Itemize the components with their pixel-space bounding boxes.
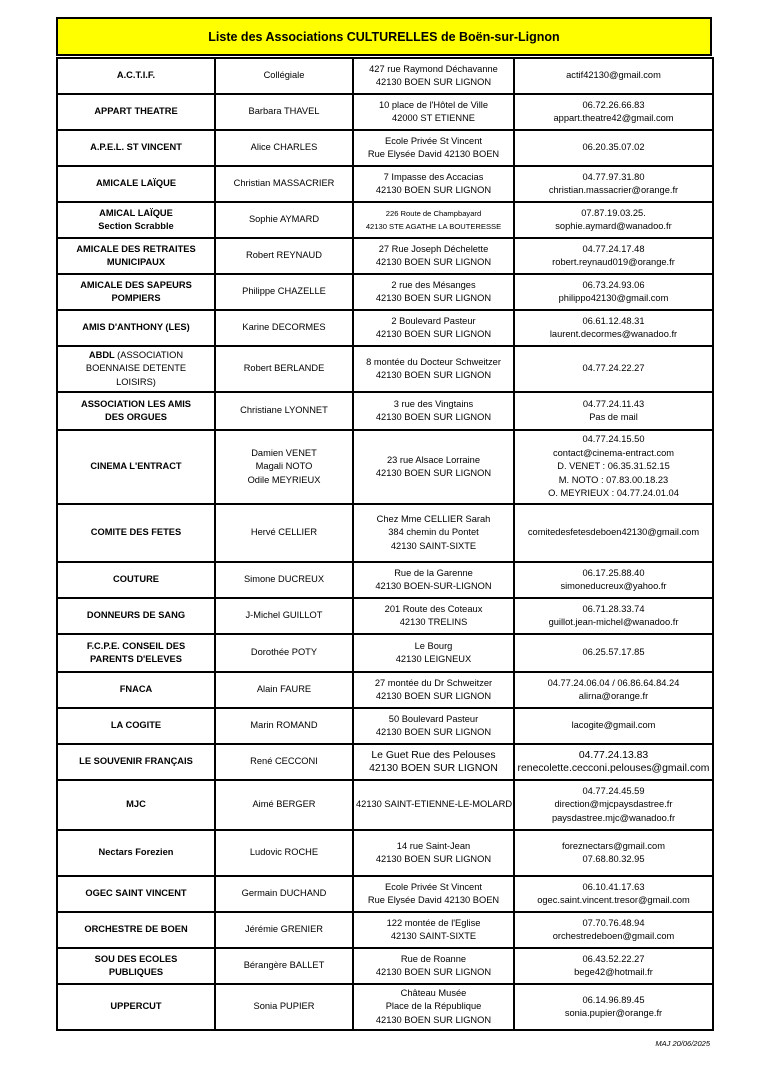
address bbox=[353, 780, 514, 830]
contact-person-line: Jérémie GRENIER bbox=[244, 924, 323, 935]
address bbox=[353, 562, 514, 598]
association-name-line: FNACA bbox=[119, 684, 153, 695]
contact-person bbox=[215, 166, 353, 202]
address-line: Ecole Privée St Vincent bbox=[385, 881, 482, 892]
contact-info-line: alirna@orange.fr bbox=[578, 691, 649, 701]
address bbox=[353, 634, 514, 672]
contact-info bbox=[514, 166, 713, 202]
association-name-line: DES ORGUES bbox=[105, 412, 167, 422]
address-line: 8 montée du Docteur Schweitzer bbox=[366, 356, 501, 367]
address bbox=[353, 202, 514, 238]
address-line: 42130 SAINT-SIXTE bbox=[390, 931, 477, 941]
contact-info-line: 06.17.25.88.40 bbox=[582, 567, 645, 578]
address bbox=[353, 310, 514, 346]
contact-person-line: Christian MASSACRIER bbox=[233, 178, 335, 189]
address-line: 42130 BOEN SUR LIGNON bbox=[375, 854, 492, 864]
association-name-line: ASSOCIATION LES AMIS bbox=[80, 398, 192, 409]
association-name-line: COUTURE bbox=[113, 574, 159, 585]
contact-person bbox=[215, 634, 353, 672]
contact-person-line: Robert BERLANDE bbox=[243, 363, 325, 374]
contact-person bbox=[215, 310, 353, 346]
contact-info bbox=[514, 598, 713, 634]
contact-info-line: 04.77.24.45.59 bbox=[582, 785, 645, 796]
contact-person-line: Collégiale bbox=[263, 70, 305, 81]
association-name bbox=[57, 634, 215, 672]
contact-info-line: 06.43.52.22.27 bbox=[582, 953, 645, 964]
association-name-line: AMICAL LAÏQUE bbox=[99, 207, 173, 218]
contact-info bbox=[514, 948, 713, 984]
document-title: Liste des Associations CULTURELLES de Boën-sur-Lignon bbox=[56, 17, 712, 56]
association-name bbox=[57, 562, 215, 598]
association-name bbox=[57, 94, 215, 130]
address bbox=[353, 912, 514, 948]
contact-info bbox=[514, 430, 713, 504]
table-row bbox=[57, 708, 713, 744]
contact-info-line: philippo42130@gmail.com bbox=[558, 293, 669, 303]
contact-person-line: Dorothée POTY bbox=[250, 647, 318, 658]
address-line: 226 Route de Champbayard bbox=[385, 208, 482, 218]
address bbox=[353, 830, 514, 876]
contact-info bbox=[514, 94, 713, 130]
association-name-line: PUBLIQUES bbox=[108, 967, 164, 977]
association-name bbox=[57, 166, 215, 202]
contact-info-line: orchestredeboen@gmail.com bbox=[552, 931, 675, 941]
association-name bbox=[57, 430, 215, 504]
associations-table bbox=[56, 57, 714, 1031]
association-name-line: CINEMA L'ENTRACT bbox=[90, 461, 182, 472]
contact-person-line: René CECCONI bbox=[250, 756, 318, 767]
address-line: 42130 BOEN SUR LIGNON bbox=[375, 727, 492, 737]
contact-info-line: 06.73.24.93.06 bbox=[582, 279, 645, 290]
table-row bbox=[57, 94, 713, 130]
contact-info bbox=[514, 708, 713, 744]
address bbox=[353, 346, 514, 392]
table-row bbox=[57, 166, 713, 202]
table-row bbox=[57, 238, 713, 274]
table-row bbox=[57, 634, 713, 672]
address-line: 3 rue des Vingtains bbox=[393, 398, 474, 409]
table-row bbox=[57, 984, 713, 1030]
contact-info-line: sophie.aymard@wanadoo.fr bbox=[555, 221, 672, 231]
contact-person-line: J-Michel GUILLOT bbox=[245, 610, 323, 621]
contact-info-line: sonia.pupier@orange.fr bbox=[564, 1008, 663, 1018]
contact-info-line: 04.77.24.06.04 / 06.86.64.84.24 bbox=[547, 677, 680, 688]
contact-person-line: Alice CHARLES bbox=[250, 142, 318, 153]
contact-info bbox=[514, 310, 713, 346]
address-line: Château Musée bbox=[400, 987, 467, 998]
association-name-line: PARENTS D'ELEVES bbox=[90, 654, 182, 664]
address bbox=[353, 504, 514, 562]
address bbox=[353, 238, 514, 274]
contact-info bbox=[514, 504, 713, 562]
contact-person-line: Bérangère BALLET bbox=[243, 960, 325, 971]
contact-person-line: Hervé CELLIER bbox=[250, 527, 318, 538]
address-line: 7 Impasse des Accacias bbox=[383, 171, 484, 182]
association-name-line: LE SOUVENIR FRANÇAIS bbox=[79, 756, 193, 767]
table-row bbox=[57, 598, 713, 634]
table-row bbox=[57, 912, 713, 948]
association-name-line: MJC bbox=[126, 799, 146, 810]
address bbox=[353, 948, 514, 984]
association-name-line: AMIS D'ANTHONY (LES) bbox=[82, 322, 190, 333]
address-line: Rue de la Garenne bbox=[394, 567, 473, 578]
address bbox=[353, 430, 514, 504]
address-line: 42130 SAINT-ETIENNE-LE-MOLARD bbox=[356, 799, 513, 810]
association-name bbox=[57, 310, 215, 346]
contact-person-line: Aimé BERGER bbox=[252, 799, 316, 810]
table-row bbox=[57, 948, 713, 984]
address-line: Rue Elysée David 42130 BOEN bbox=[367, 149, 500, 159]
association-name-line: A.P.E.L. ST VINCENT bbox=[90, 142, 182, 153]
contact-info-line: christian.massacrier@orange.fr bbox=[548, 185, 679, 195]
contact-info-line: 07.70.76.48.94 bbox=[582, 917, 645, 928]
address bbox=[353, 984, 514, 1030]
address-line: Ecole Privée St Vincent bbox=[385, 135, 482, 146]
association-name bbox=[57, 202, 215, 238]
contact-info-line: Pas de mail bbox=[589, 412, 638, 422]
association-name-line: BOENNAISE DETENTE bbox=[85, 363, 187, 374]
association-name bbox=[57, 504, 215, 562]
address-line: 42130 BOEN SUR LIGNON bbox=[375, 329, 492, 339]
address-line: 27 Rue Joseph Déchelette bbox=[378, 243, 489, 254]
contact-info-line: 04.77.24.17.48 bbox=[582, 243, 645, 254]
contact-info-line: 04.77.97.31.80 bbox=[582, 171, 645, 182]
table-row bbox=[57, 562, 713, 598]
contact-person-line: Christiane LYONNET bbox=[240, 405, 328, 416]
address-line: 42130 BOEN SUR LIGNON bbox=[375, 691, 492, 701]
contact-person bbox=[215, 876, 353, 912]
contact-person bbox=[215, 984, 353, 1030]
contact-info-line: 06.25.57.17.85 bbox=[582, 647, 645, 658]
contact-person bbox=[215, 598, 353, 634]
address-line: 42130 LEIGNEUX bbox=[395, 654, 472, 664]
contact-info-line: 07.68.80.32.95 bbox=[582, 854, 645, 864]
address-line: 427 rue Raymond Déchavanne bbox=[369, 63, 498, 74]
association-name-line: Section Scrabble bbox=[98, 221, 174, 231]
address-line: 42130 BOEN SUR LIGNON bbox=[375, 468, 492, 478]
address-line: 42130 BOEN SUR LIGNON bbox=[375, 967, 492, 977]
association-name-line: LA COGITE bbox=[110, 720, 162, 731]
contact-person-line: Philippe CHAZELLE bbox=[242, 286, 326, 297]
contact-info-line: 07.87.19.03.25. bbox=[581, 207, 646, 218]
contact-person bbox=[215, 672, 353, 708]
address bbox=[353, 58, 514, 94]
contact-person-line: Alain FAURE bbox=[256, 684, 312, 695]
table-row bbox=[57, 504, 713, 562]
address-line: 42130 SAINT-SIXTE bbox=[390, 540, 477, 551]
address bbox=[353, 166, 514, 202]
address-line: 42130 BOEN SUR LIGNON bbox=[375, 185, 492, 195]
contact-info-line: 06.72.26.66.83 bbox=[582, 99, 645, 110]
address bbox=[353, 392, 514, 430]
association-name-line: A.C.T.I.F. bbox=[116, 70, 156, 81]
contact-person bbox=[215, 274, 353, 310]
address-line: 42000 ST ETIENNE bbox=[391, 113, 476, 123]
contact-info-line: 04.77.24.22.27 bbox=[582, 363, 645, 374]
address-line: 42130 BOEN SUR LIGNON bbox=[369, 763, 498, 774]
association-name bbox=[57, 708, 215, 744]
address bbox=[353, 598, 514, 634]
address-line: Le Bourg bbox=[414, 640, 453, 651]
association-name-line: AMICALE DES SAPEURS bbox=[80, 279, 192, 290]
association-name bbox=[57, 948, 215, 984]
contact-info-line: actif42130@gmail.com bbox=[566, 70, 661, 81]
contact-person-line: Sonia PUPIER bbox=[253, 1001, 315, 1012]
contact-info-line: guillot.jean-michel@wanadoo.fr bbox=[548, 617, 679, 627]
table-row bbox=[57, 130, 713, 166]
contact-person bbox=[215, 744, 353, 780]
contact-info-line: lacogite@gmail.com bbox=[571, 720, 656, 731]
contact-info-line: robert.reynaud019@orange.fr bbox=[552, 257, 675, 267]
contact-person-line: Damien VENET bbox=[251, 447, 317, 458]
contact-person-line: Odile MEYRIEUX bbox=[247, 474, 321, 485]
address-line: 122 montée de l'Eglise bbox=[386, 917, 481, 928]
table-row bbox=[57, 672, 713, 708]
contact-person-line: Magali NOTO bbox=[255, 461, 313, 472]
contact-info bbox=[514, 130, 713, 166]
address-line: 23 rue Alsace Lorraine bbox=[386, 454, 481, 465]
contact-info-line: simoneducreux@yahoo.fr bbox=[560, 581, 667, 591]
association-name-line: SOU DES ECOLES bbox=[94, 953, 178, 964]
address-line: 384 chemin du Pontet bbox=[388, 527, 479, 538]
address bbox=[353, 876, 514, 912]
table-row bbox=[57, 274, 713, 310]
address-line: 2 rue des Mésanges bbox=[391, 279, 476, 290]
address bbox=[353, 94, 514, 130]
address-line: Place de la République bbox=[385, 1001, 482, 1012]
contact-info-line: O. MEYRIEUX : 04.77.24.01.04 bbox=[548, 488, 679, 499]
contact-person-line: Barbara THAVEL bbox=[248, 106, 320, 117]
association-name-line: DONNEURS DE SANG bbox=[86, 610, 186, 621]
association-name: ABDL (ASSOCIATION BOENNAISE DETENTE LOISIRS) bbox=[57, 346, 215, 392]
contact-person bbox=[215, 708, 353, 744]
contact-info-line: 06.14.96.89.45 bbox=[582, 994, 645, 1005]
table-row bbox=[57, 780, 713, 830]
contact-info bbox=[514, 672, 713, 708]
contact-info-line: D. VENET : 06.35.31.52.15 bbox=[557, 461, 670, 472]
contact-person bbox=[215, 392, 353, 430]
contact-info bbox=[514, 392, 713, 430]
contact-info-line: renecolette.cecconi.pelouses@gmail.com bbox=[517, 763, 710, 774]
contact-info bbox=[514, 238, 713, 274]
address-line: 42130 BOEN SUR LIGNON bbox=[375, 370, 492, 380]
contact-info-line: 06.61.12.48.31 bbox=[582, 315, 645, 326]
contact-info bbox=[514, 876, 713, 912]
contact-info-line: paysdastree.mjc@wanadoo.fr bbox=[551, 812, 676, 823]
table-row bbox=[57, 830, 713, 876]
address-line: Chez Mme CELLIER Sarah bbox=[376, 513, 491, 524]
contact-info-line: M. NOTO : 07.83.00.18.23 bbox=[558, 474, 669, 485]
contact-info-line: 04.77.24.13.83 bbox=[578, 749, 649, 761]
contact-info bbox=[514, 346, 713, 392]
contact-person-line: Simone DUCREUX bbox=[243, 574, 325, 585]
contact-person-line: Ludovic ROCHE bbox=[249, 847, 319, 858]
contact-person bbox=[215, 504, 353, 562]
address-line: 2 Boulevard Pasteur bbox=[391, 315, 476, 326]
association-name bbox=[57, 780, 215, 830]
contact-person-line: Marin ROMAND bbox=[250, 720, 318, 731]
contact-info bbox=[514, 830, 713, 876]
contact-info-line: ogec.saint.vincent.tresor@gmail.com bbox=[537, 895, 690, 905]
address-line: Rue de Roanne bbox=[400, 953, 467, 964]
address-line: 42130 BOEN SUR LIGNON bbox=[375, 293, 492, 303]
table-row bbox=[57, 744, 713, 780]
address bbox=[353, 744, 514, 780]
association-name bbox=[57, 392, 215, 430]
address-line: 14 rue Saint-Jean bbox=[396, 840, 471, 851]
association-name bbox=[57, 876, 215, 912]
contact-person bbox=[215, 430, 353, 504]
table-row bbox=[57, 346, 713, 392]
contact-info bbox=[514, 780, 713, 830]
association-name-line: ORCHESTRE DE BOEN bbox=[84, 924, 188, 935]
association-name bbox=[57, 984, 215, 1030]
address-line: 42130 TRELINS bbox=[399, 617, 468, 627]
contact-person bbox=[215, 346, 353, 392]
table-row bbox=[57, 310, 713, 346]
association-name-line: F.C.P.E. CONSEIL DES bbox=[86, 640, 186, 651]
address bbox=[353, 708, 514, 744]
contact-info bbox=[514, 912, 713, 948]
address bbox=[353, 274, 514, 310]
contact-info-line: 04.77.24.11.43 bbox=[582, 398, 645, 409]
association-name-line: LOISIRS) bbox=[116, 376, 156, 387]
contact-person bbox=[215, 58, 353, 94]
contact-info-line: 06.71.28.33.74 bbox=[582, 603, 645, 614]
association-name-line: UPPERCUT bbox=[110, 1001, 162, 1012]
contact-info bbox=[514, 202, 713, 238]
contact-info bbox=[514, 58, 713, 94]
contact-person bbox=[215, 948, 353, 984]
contact-info-line: appart.theatre42@gmail.com bbox=[553, 113, 674, 123]
address-line: 42130 STE AGATHE LA BOUTERESSE bbox=[365, 222, 502, 231]
address-line: 42130 BOEN-SUR-LIGNON bbox=[375, 581, 492, 591]
association-name bbox=[57, 130, 215, 166]
contact-info-line: direction@mjcpaysdastree.fr bbox=[554, 799, 673, 810]
address-line: 50 Boulevard Pasteur bbox=[388, 713, 479, 724]
association-name-line: OGEC SAINT VINCENT bbox=[85, 888, 187, 899]
association-name bbox=[57, 672, 215, 708]
association-name-line: APPART THEATRE bbox=[94, 106, 178, 117]
address-line: 27 montée du Dr Schweitzer bbox=[374, 677, 493, 688]
contact-person bbox=[215, 238, 353, 274]
association-name bbox=[57, 744, 215, 780]
address-line: Le Guet Rue des Pelouses bbox=[371, 749, 496, 761]
address-line: 10 place de l'Hôtel de Ville bbox=[378, 99, 489, 110]
address bbox=[353, 130, 514, 166]
address-line: 201 Route des Coteaux bbox=[384, 603, 483, 614]
contact-info bbox=[514, 274, 713, 310]
contact-person bbox=[215, 830, 353, 876]
association-name bbox=[57, 274, 215, 310]
address bbox=[353, 672, 514, 708]
table-row bbox=[57, 202, 713, 238]
association-name-line: AMICALE LAÏQUE bbox=[95, 178, 177, 189]
contact-person bbox=[215, 202, 353, 238]
table-row bbox=[57, 430, 713, 504]
association-name bbox=[57, 58, 215, 94]
contact-info-line: laurent.decormes@wanadoo.fr bbox=[549, 329, 678, 339]
contact-person bbox=[215, 912, 353, 948]
contact-info bbox=[514, 562, 713, 598]
contact-person-line: Karine DECORMES bbox=[242, 322, 326, 333]
update-date: MAJ 20/06/2025 bbox=[655, 1039, 710, 1048]
address-line: 42130 BOEN SUR LIGNON bbox=[375, 257, 492, 267]
address-line: Rue Elysée David 42130 BOEN bbox=[367, 895, 500, 905]
contact-info bbox=[514, 984, 713, 1030]
contact-info-line: 06.20.35.07.02 bbox=[582, 142, 645, 153]
association-name-line: COMITE DES FETES bbox=[90, 527, 182, 538]
contact-person bbox=[215, 780, 353, 830]
contact-info-line: contact@cinema-entract.com bbox=[552, 447, 675, 458]
association-name bbox=[57, 912, 215, 948]
contact-person-line: Robert REYNAUD bbox=[246, 250, 322, 261]
contact-info-line: 06.10.41.17.63 bbox=[582, 881, 645, 892]
contact-info-line: comitedesfetesdeboen42130@gmail.com bbox=[527, 527, 700, 538]
contact-info bbox=[514, 744, 713, 780]
contact-info-line: 04.77.24.15.50 bbox=[582, 434, 645, 445]
association-name-line: POMPIERS bbox=[111, 293, 161, 303]
contact-person bbox=[215, 562, 353, 598]
contact-info-line: foreznectars@gmail.com bbox=[562, 840, 665, 851]
table-row bbox=[57, 58, 713, 94]
association-name bbox=[57, 238, 215, 274]
address-line: 42130 BOEN SUR LIGNON bbox=[375, 412, 492, 422]
association-name-line: Nectars Forezien bbox=[98, 847, 174, 858]
address-line: 42130 BOEN SUR LIGNON bbox=[375, 77, 492, 87]
association-name bbox=[57, 830, 215, 876]
address-line: 42130 BOEN SUR LIGNON bbox=[375, 1014, 492, 1025]
association-name-line: MUNICIPAUX bbox=[106, 257, 166, 267]
table-row bbox=[57, 392, 713, 430]
association-name-line: AMICALE DES RETRAITES bbox=[76, 243, 196, 254]
association-name bbox=[57, 598, 215, 634]
contact-info-line: bege42@hotmail.fr bbox=[574, 967, 653, 977]
contact-person-line: Germain DUCHAND bbox=[241, 888, 327, 899]
contact-person bbox=[215, 130, 353, 166]
contact-info bbox=[514, 634, 713, 672]
contact-person bbox=[215, 94, 353, 130]
table-row bbox=[57, 876, 713, 912]
contact-person-line: Sophie AYMARD bbox=[248, 214, 320, 225]
